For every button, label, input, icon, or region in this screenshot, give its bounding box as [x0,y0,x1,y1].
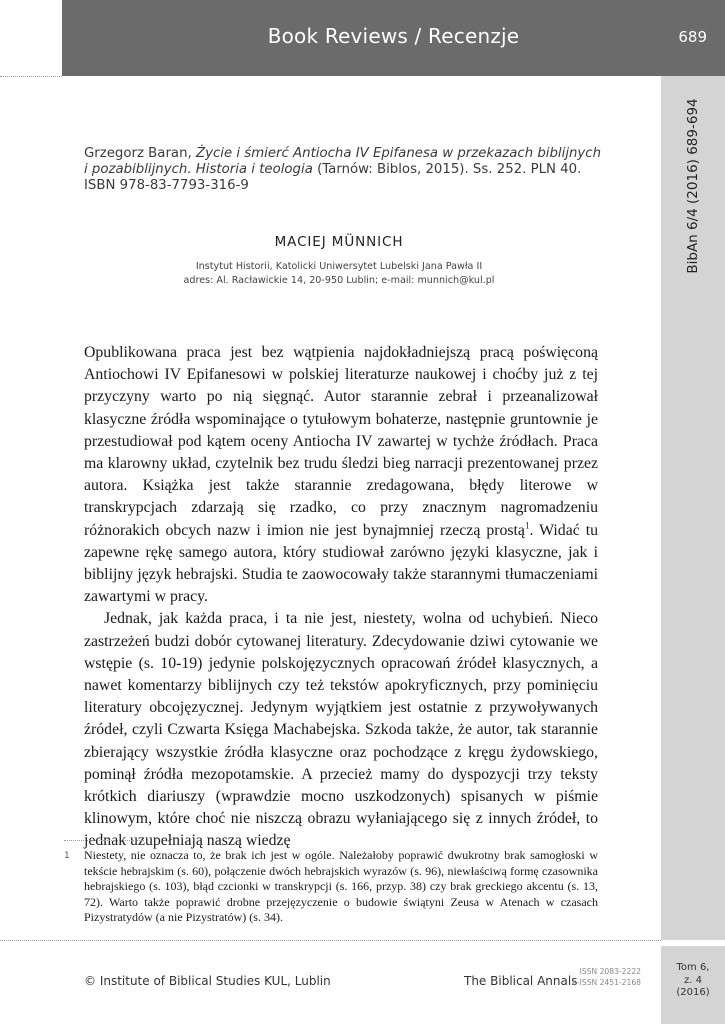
page-number: 689 [678,28,707,46]
footnote-marker[interactable]: 1 [524,520,530,531]
review-body [84,342,598,853]
paragraph-2: Jednak, jak każda praca, i ta nie jest, niestety, wolna od uchybień. Nieco zastrzeżeń budzi dobór cytowanej literatury. Zdecydowanie dziwi cytowanie we wstępie (s. 10-19) jedynie polskojęzycznych opracowań źródeł klasycznych, a nawet komentarzy biblijnych czy też tekstów apokryficznych, przy pominięciu literatury obcojęzycznej. Jedynym wyjątkiem jest ostatnie z przywoływanych źródeł, czyli Czwarta Księga Machabejska. Szkoda także, że autor, tak starannie zbierający wszystkie źródła klasyczne oraz pochodzące z kręgu żydowskiego, pominął źródła mezopotamskie. A przecież mamy do dyspozycji trzy teksty krótkich diariuszy (wprawdzie mocno uszkodzonych) spisanych w piśmie klinowym, które choć nie niszczą obrazu wyłaniającego się z innych źródeł, to jednak uzupełniają naszą wiedzę [84,610,598,850]
issn: ISSN 2083-2222 [579,967,641,976]
paragraph-1-text: Opublikowana praca jest bez wątpienia najdokładniejszą pracą poświęconą Antiochowi IV Epifanesowi w polskiej literaturze naukowej i choćby już z tej przyczyny warto po nią sięgnąć. Autor starannie zebrał i przeanalizował klasyczne źródła wspominające o tytułowym bohaterze, następnie gruntownie je przestudiował pod kątem oceny Antiocha IV zawartej w tychże źródłach. Praca ma klarowny układ, czytelnik bez trudu śledzi bieg narracji prezentowanej przez autora. Książka jest także starannie zredagowana, błędy literowe w transkrypcjach zdarzają się rzadko, co przy znacznym nagromadzeniu różnorakich obcych nazw i imion nie jest bynajmniej rzeczą prostą [84,344,598,539]
reviewer-name: MACIEJ MÜNNICH [274,234,404,250]
footnote-text: Niestety, nie oznacza to, że brak ich jest w ogóle. Należałoby poprawić dwukrotny brak samogłoski w tekście hebrajskim (s. 60), połączenie dwóch hebrajskich wyrazów (s. 96), niewłaściwą formę czasownika hebrajskiego (s. 103), błąd czcionki w transkrypcji (s. 166, przyp. 38) czy brak greckiego akcentu (s. 13, 72). Warto także poprawić drobne przejęzyczenie o budowie świątyni Zeusa w Atenach w czasach Pizystratydów (a nie Pizystratów) (s. 34). [84,848,598,924]
year: (2016) [676,987,710,998]
footnote-number: 1 [64,851,70,861]
header-divider [0,76,62,77]
paragraph-1 [84,342,598,608]
eissn: e-ISSN 2451-2168 [572,978,641,987]
issn-block [571,966,641,988]
footer-divider [0,940,661,941]
reviewer-affiliation: Instytut Historii, Katolicki Uniwersytet Lubelski Jana Pawła II [195,261,483,272]
copyright-notice: © Institute of Biblical Studies KUL, Lublin [84,974,331,988]
book-title: Życie i śmierć Antiocha IV Epifanesa w przekazach biblijnych i pozabiblijnych. Historia i teologia [84,146,602,177]
issue: z. 4 [684,974,702,986]
paragraph-1-continuation: . Widać tu zapewne rękę samego autora, który studiował zarówno języki klasyczne, jak i biblijny język hebrajski. Studia te zaowocowały także starannymi tłumaczeniami zawartymi w pracy. [84,521,599,606]
footnote-divider [64,840,144,841]
book-citation [84,146,604,194]
book-author: Grzegorz Baran, [84,146,192,161]
running-header [62,0,725,76]
book-details: (Tarnów: Biblos, 2015). Ss. 252. PLN 40. [317,162,582,177]
journal-name: The Biblical Annals [464,974,578,988]
book-isbn: ISBN 978-83-7793-316-9 [84,178,249,193]
volume-box [661,946,725,1024]
section-title: Book Reviews / Recenzje [267,24,520,48]
reviewer-affiliation-block [84,260,594,287]
journal-reference: BibAn 6/4 (2016) 689-694 [685,98,701,274]
volume: Tom 6, [676,962,710,973]
footnote [64,848,598,926]
reviewer-address: adres: Al. Racławickie 14, 20-950 Lublin; e-mail: munnich@kul.pl [183,274,495,286]
